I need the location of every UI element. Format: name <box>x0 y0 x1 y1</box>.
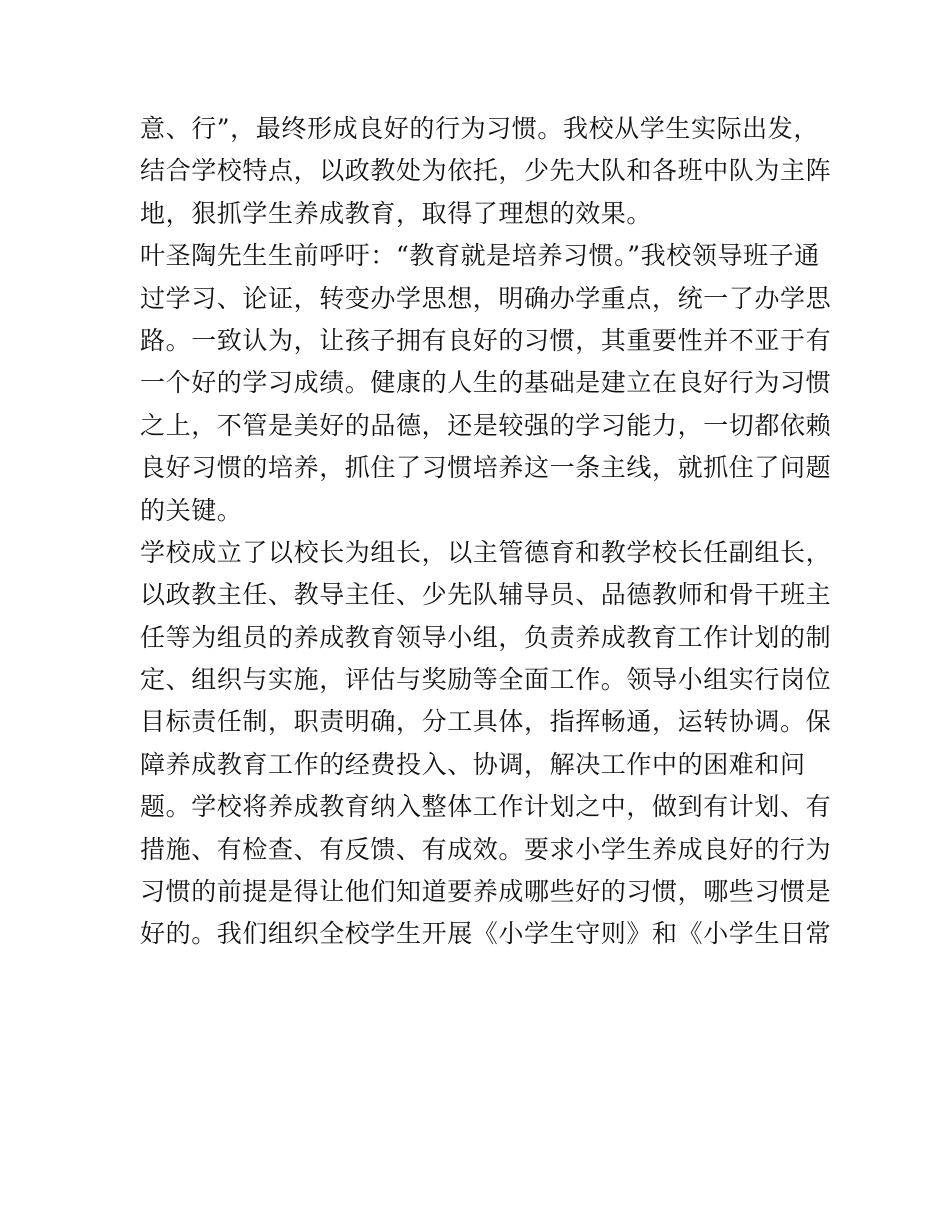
text-line: 路。一致认为，让孩子拥有良好的习惯，其重要性并不亚于有 <box>140 325 832 355</box>
text-line: 的关键。 <box>140 495 243 525</box>
text-line: 目标责任制，职责明确，分工具体，指挥畅通，运转协调。保 <box>140 707 832 737</box>
text-line: 结合学校特点，以政教处为依托，少先大队和各班中队为主阵 <box>140 156 832 186</box>
body-text <box>140 108 832 956</box>
text-line: 之上，不管是美好的品德，还是较强的学习能力，一切都依赖 <box>140 410 832 440</box>
text-line: 任等为组员的养成教育领导小组，负责养成教育工作计划的制 <box>140 622 832 652</box>
text-line: 地，狠抓学生养成教育，取得了理想的效果。 <box>140 198 653 228</box>
text-line: 学校成立了以校长为组长，以主管德育和教学校长任副组长， <box>140 537 832 567</box>
text-line: 一个好的学习成绩。健康的人生的基础是建立在良好行为习惯 <box>140 368 832 398</box>
text-line: 措施、有检查、有反馈、有成效。要求小学生养成良好的行为 <box>140 834 832 864</box>
text-line: 以政教主任、教导主任、少先队辅导员、品德教师和骨干班主 <box>140 580 832 610</box>
text-line: 好的。我们组织全校学生开展《小学生守则》和《小学生日常 <box>140 919 832 949</box>
text-line: 良好习惯的培养，抓住了习惯培养这一条主线，就抓住了问题 <box>140 453 832 483</box>
text-line: 习惯的前提是得让他们知道要养成哪些好的习惯，哪些习惯是 <box>140 877 832 907</box>
text-line: 意、行”，最终形成良好的行为习惯。我校从学生实际出发， <box>140 114 819 143</box>
text-line: 过学习、论证，转变办学思想，明确办学重点，统一了办学思 <box>140 283 832 313</box>
text-line: 定、组织与实施，评估与奖励等全面工作。领导小组实行岗位 <box>140 665 832 695</box>
text-line: 题。学校将养成教育纳入整体工作计划之中，做到有计划、有 <box>140 792 832 822</box>
text-line: 障养成教育工作的经费投入、协调，解决工作中的困难和问 <box>140 749 806 779</box>
text-line: 叶圣陶先生生前呼吁：“教育就是培养习惯。”我校领导班子通 <box>140 241 820 271</box>
